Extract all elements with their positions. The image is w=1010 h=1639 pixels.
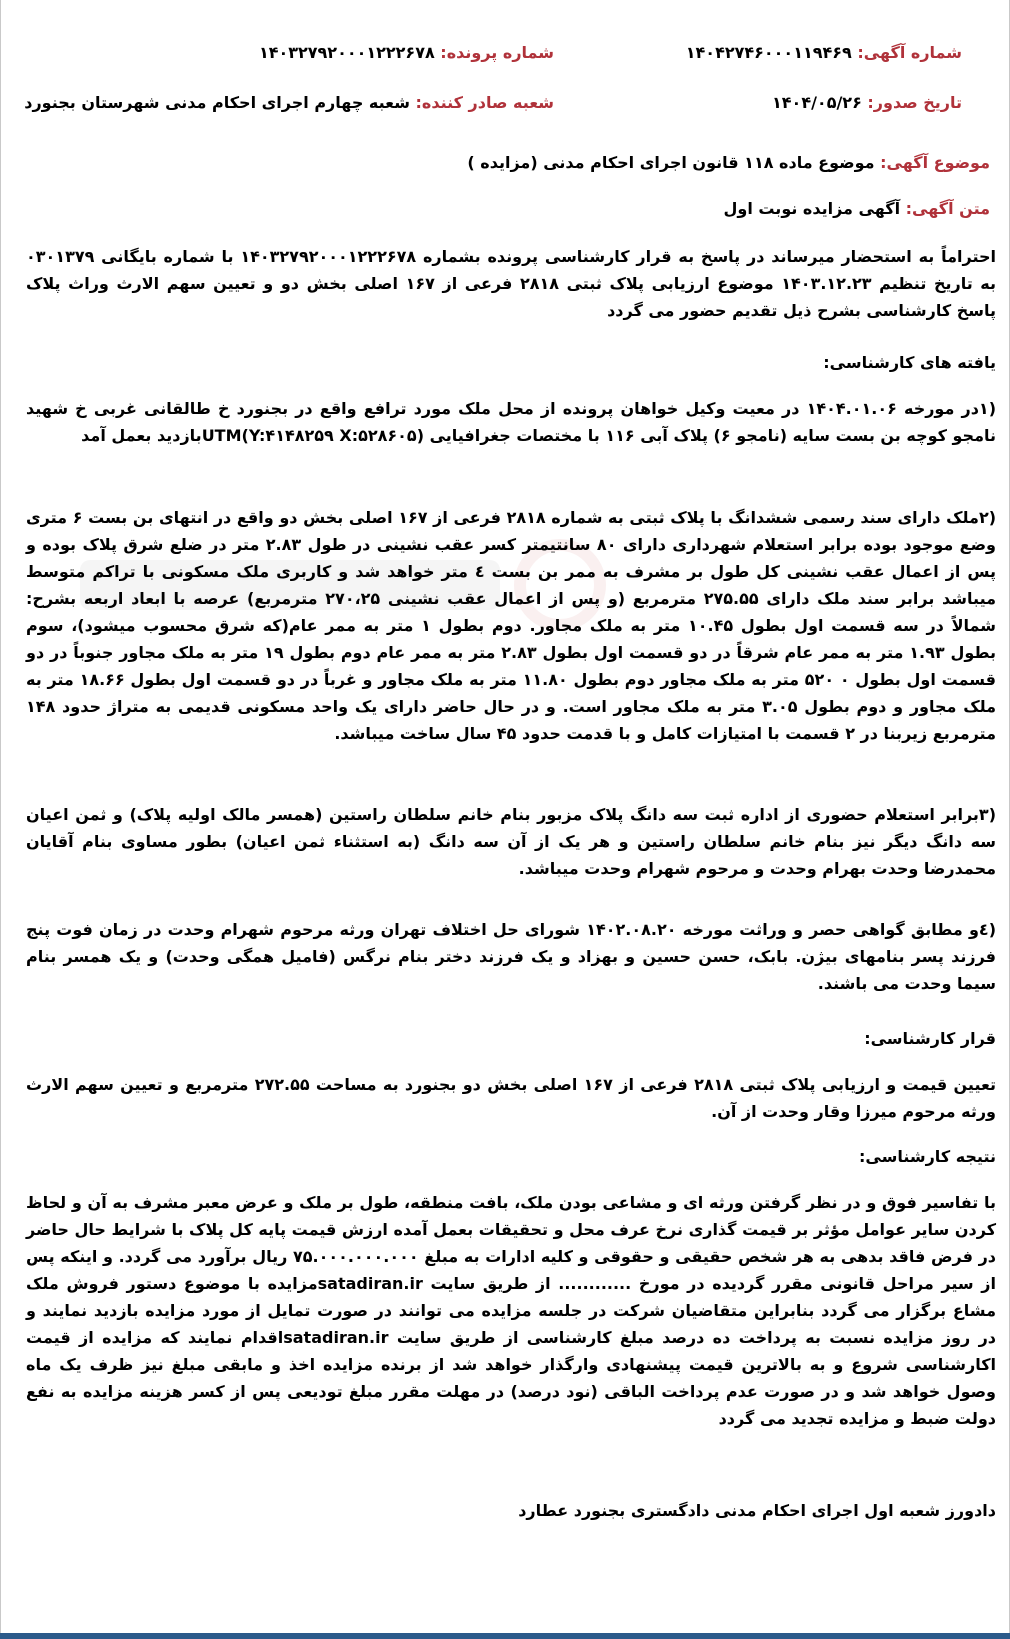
findings-title: یافته های کارشناسی: (823, 353, 996, 372)
notice-number-label: شماره آگهی: (857, 43, 962, 62)
issue-date-value: ۱۴۰۴/۰۵/۲۶ (772, 93, 862, 112)
issuer-label: شعبه صادر کننده: (415, 93, 554, 112)
notice-text-label: متن آگهی: (905, 199, 990, 218)
result-text: با تفاسیر فوق و در نظر گرفتن ورثه ای و مشاعی بودن ملک، بافت منطقه، طول بر ملک و عرض معبر مشرف به آن و لحاظ کردن سایر عوامل مؤثر بر قیمت گذاری نرخ عرف محل و تحقیقات بعمل آمده ارزش قیمت پایه کل پلاک با شرایط حال حاضر در فرض فاقد بدهی به هر شخص حقیقی و حقوقی و کلیه ادارات به مبلغ ۷۵.۰۰۰.۰۰۰.۰۰۰ ریال برآورد می گردد. و اینکه پس از سیر مراحل قانونی مقرر گردیده در مورخ ............ از طریق سایت satadiran.irمزایده با موضوع دستور فروش ملک مشاع برگزار می گردد بنابراین متقاضیان شرکت در جلسه مزایده می توانند در صورت تمایل از مورد مزایده بازدید نمایند و در روز مزایده نسبت به پرداخت ده درصد مبلغ کارشناسی از طریق سایت satadiran.irاقدام نمایند که مزایده از قیمت اکارشناسی شروع و به بالاترین قیمت پیشنهادی وارگذار خواهد شد از برنده مزایده اخذ و مابقی مبلغ نیز ظرف یک ماه وصول خواهد شد و در صورت عدم پرداخت الباقی (نود درصد) در مهلت مقرر مبلغ تودیعی پس از کسر هزینه مزایده به نفع دولت ضبط و مزایده تجدید می گردد (26, 1193, 997, 1428)
finding-4: (٤و مطابق گواهی حصر و وراثت مورخه ۱۴۰۲.۰۸.۲۰ شورای حل اختلاف تهران ورثه مرحوم شهرام وحدت در زمان فوت پنج فرزند پسر بنامهای بیژن. بابک، حسن حسین و بهزاد و یک فرزند دختر بنام نرگس (فامیل همگی وحدت) و یک همسر بنام سیما وحدت می باشند. (26, 920, 996, 993)
signature: دادورز شعبه اول اجرای احکام مدنی دادگستری بجنورد عطارد (518, 1501, 996, 1520)
case-number-value: ۱۴۰۳۲۷۹۲۰۰۰۱۲۲۲۶۷۸ (258, 43, 435, 62)
decision-text: تعیین قیمت و ارزیابی پلاک ثبتی ۲۸۱۸ فرعی از ۱۶۷ اصلی بخش دو بجنورد به مساحت ۲۷۲.۵۵ مترمربع و تعیین سهم الارث ورثه مرحوم میرزا وقار وحدت از آن. (26, 1075, 997, 1121)
finding-3: (۳برابر استعلام حضوری از اداره ثبت سه دانگ پلاک مزبور بنام خانم سلطان راستین (همسر مالک اولیه پلاک) و ثمن اعیان سه دانگ دیگر نیز بنام خانم سلطان راستین و هر یک از آن سه دانگ (به استثناء ثمن اعیان) بطور مساوی بنام آقایان محمدرضا وحدت بهرام وحدت و مرحوم شهرام وحدت میباشد. (26, 805, 996, 878)
notice-text-heading (723, 199, 990, 218)
issue-date (772, 93, 962, 112)
issuer (24, 93, 554, 112)
finding-1: (۱در مورخه ۱۴۰۴.۰۱.۰۶ در معیت وکیل خواهان پرونده از محل ملک مورد ترافع واقع در بجنورد خ طالقانی غربی خ شهید نامجو کوچه بن بست سایه (نامجو ۶) پلاک آبی ۱۱۶ با مختصات جغرافیایی (Y:۴۱۴۸۲۵۹ X:۵۲۸۶۰۵)UTMبازدید بعمل آمد (26, 399, 996, 445)
issuer-value: شعبه چهارم اجرای احکام مدنی شهرستان بجنورد (24, 93, 410, 112)
notice-subject-label: موضوع آگهی: (880, 153, 990, 172)
intro-paragraph: احتراماً به استحضار میرساند در پاسخ به قرار کارشناسی پرونده بشماره ۱۴۰۳۲۷۹۲۰۰۰۱۲۲۲۶۷۸ با شماره بایگانی ۰۳۰۱۳۷۹ به تاریخ تنظیم ۱۴۰۳.۱۲.۲۳ موضوع ارزیابی پلاک ثبتی ۲۸۱۸ فرعی از ۱۶۷ اصلی بخش دو و تعیین سهم الارث وراث پلاک پاسخ کارشناسی بشرح ذیل تقدیم حضور می گردد (26, 247, 997, 320)
issue-date-label: تاریخ صدور: (867, 93, 962, 112)
case-number-label: شماره پرونده: (440, 43, 554, 62)
notice-number-value: ۱۴۰۴۲۷۴۶۰۰۰۱۱۹۴۶۹ (685, 43, 852, 62)
finding-2: (۲ملک دارای سند رسمی ششدانگ با پلاک ثبتی به شماره ۲۸۱۸ فرعی از ۱۶۷ اصلی بخش دو واقع در انتهای بن بست ۶ متری وضع موجود بوده برابر استعلام شهرداری دارای ۸۰ سانتیمتر کسر عقب نشینی در طول ۲.۸۳ متر در ضلع شرق پلاک بوده و پس از اعمال عقب نشینی کل طول بر مشرف به ممر بن بست ٤ متر خواهد شد و کاربری ملک مسکونی با تراکم متوسط میباشد برابر سند ملک دارای ۲۷۵.۵۵ مترمربع (و پس از اعمال عقب نشینی ۲۷۰،۲۵ مترمربع) عرصه با ابعاد اربعه بشرح: شمالاً در سه قسمت اول بطول ۱۰.۴۵ متر به ملک مجاور. دوم بطول ۱ متر به ممر عام(که شرق محسوب میشود)، سوم بطول ۱.۹۳ متر به ممر عام شرقاً در دو قسمت اول بطول ۲.۸۳ متر به ممر عام دوم بطول ۱۹ متر به ملک مجاور جنوباً در دو قسمت اول بطول ۰ ۵۲۰ متر به ملک مجاور دوم بطول ۱۱.۸۰ متر به ملک مجاور و غرباً در دو قسمت اول بطول ۱۸.۶۶ متر به ملک مجاور و دوم بطول ۳.۰۵ متر به ملک مجاور است. و در حال حاضر دارای یک واحد مسکونی قدیمی به متراژ حدود ۱۴۸ مترمربع زیربنا در ۲ قسمت با امتیازات کامل و با قدمت حدود ۴۵ سال ساخت میباشد. (26, 508, 997, 743)
decision-title: قرار کارشناسی: (864, 1029, 996, 1048)
result-title: نتیجه کارشناسی: (859, 1147, 996, 1166)
notice-subject (467, 153, 990, 172)
notice-number (686, 43, 962, 62)
bottom-bar (0, 1633, 1010, 1639)
notice-text-value: آگهی مزایده نوبت اول (723, 199, 901, 218)
notice-subject-value: موضوع ماده ۱۱۸ قانون اجرای احکام مدنی (مزایده ) (467, 153, 875, 172)
case-number (259, 43, 554, 62)
